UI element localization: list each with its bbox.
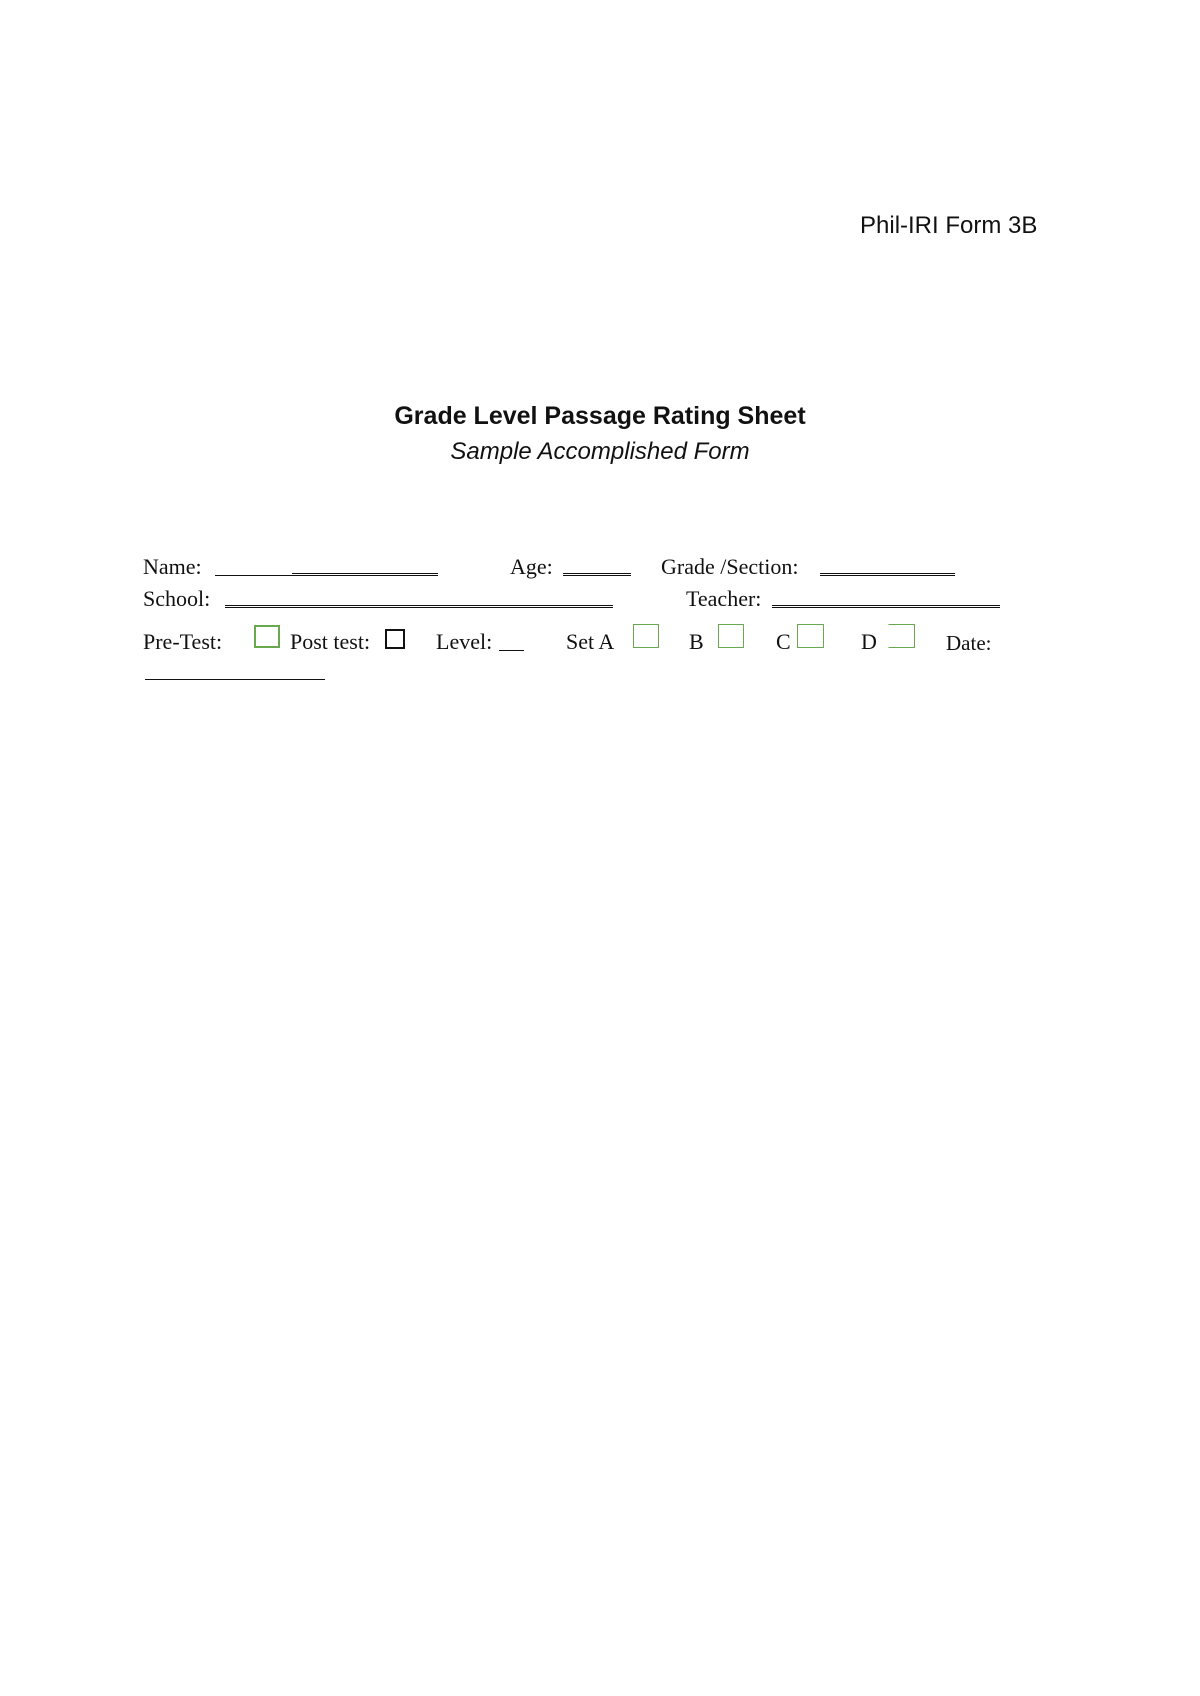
set-b-label: B: [689, 629, 704, 654]
pretest-checkbox[interactable]: [254, 625, 280, 648]
grade-section-label: Grade /Section:: [661, 554, 799, 579]
posttest-checkbox[interactable]: [385, 629, 405, 649]
name-field[interactable]: [215, 575, 292, 576]
document-subtitle: Sample Accomplished Form: [450, 438, 750, 465]
teacher-field[interactable]: [772, 605, 1000, 608]
school-field[interactable]: [225, 605, 613, 608]
document-title: Grade Level Passage Rating Sheet: [394, 402, 806, 430]
form-id: Phil-IRI Form 3B: [860, 212, 1038, 239]
pretest-label: Pre-Test:: [143, 629, 223, 654]
school-label: School:: [143, 586, 211, 611]
name-field-double[interactable]: [292, 573, 438, 576]
set-c-label: C: [776, 629, 791, 654]
posttest-label: Post test:: [290, 629, 371, 654]
date-field[interactable]: [145, 679, 325, 680]
set-c-checkbox[interactable]: [797, 624, 824, 648]
name-label: Name:: [143, 554, 202, 579]
teacher-label: Teacher:: [686, 586, 762, 611]
level-label: Level:: [436, 629, 493, 654]
date-label: Date:: [946, 631, 992, 655]
age-label: Age:: [510, 554, 553, 579]
set-d-checkbox[interactable]: [888, 624, 915, 648]
grade-section-field[interactable]: [820, 573, 955, 576]
age-field[interactable]: [563, 573, 631, 576]
set-b-checkbox[interactable]: [718, 624, 744, 648]
set-a-checkbox[interactable]: [633, 624, 659, 648]
set-d-label: D: [861, 629, 877, 654]
set-a-label: Set A: [566, 629, 615, 654]
level-field[interactable]: [499, 650, 524, 651]
